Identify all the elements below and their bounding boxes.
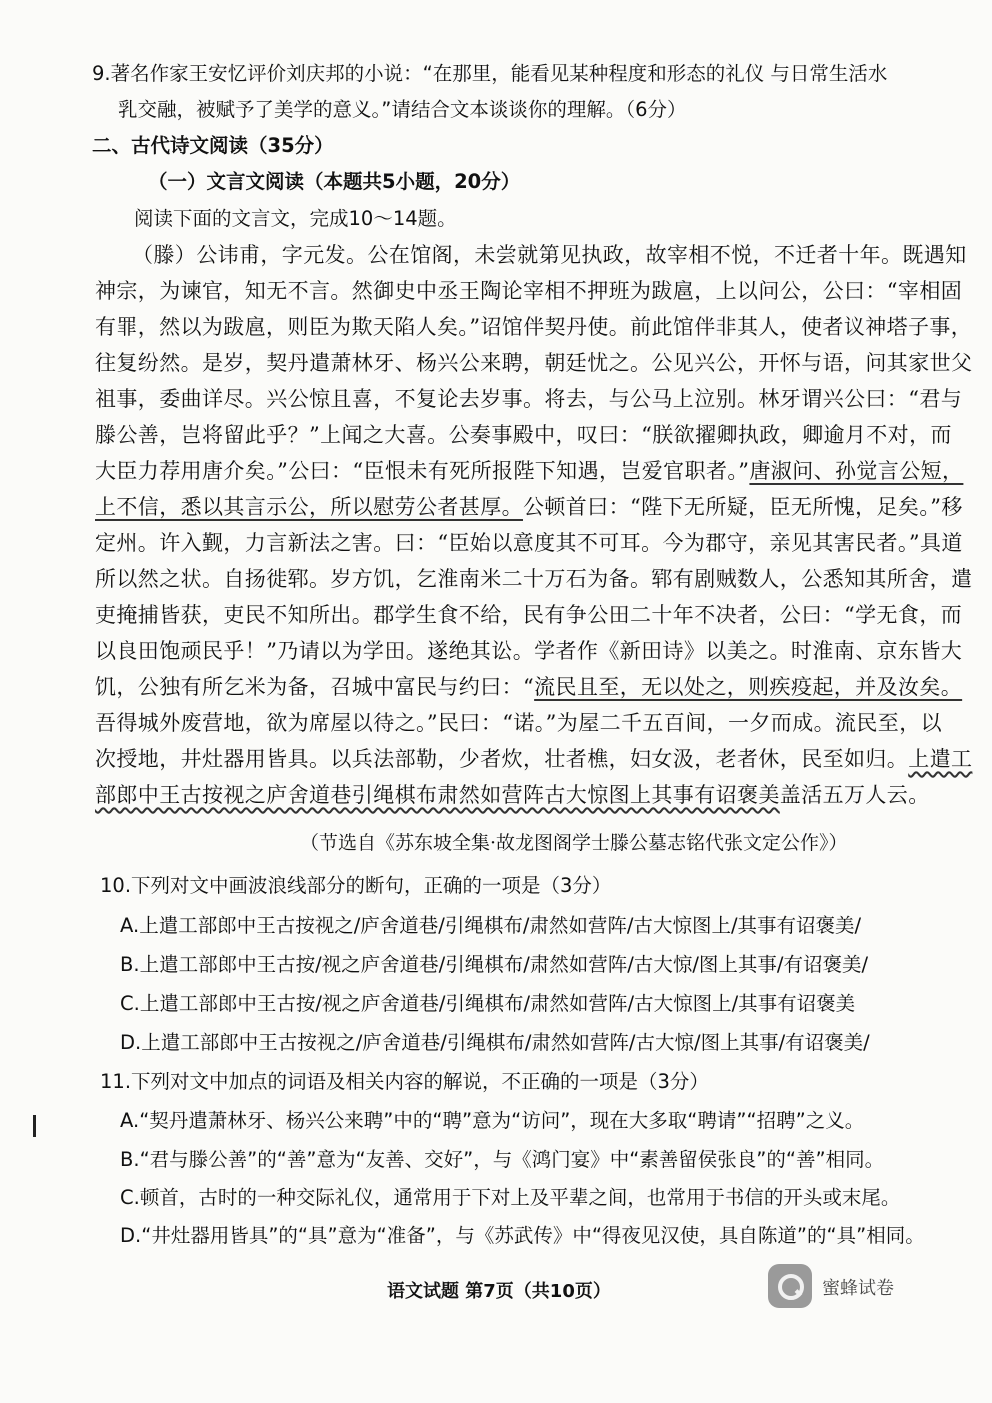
passage-line [95,457,963,485]
q10-stem: 10.下列对文中画波浪线部分的断句，正确的一项是（3分） [100,874,612,897]
wavy-underlined-text: 部郎中王古按视之庐舍道巷引绳棋布肃然如营阵古大惊图上其事有诏褒美 [95,783,780,807]
passage-line: 滕公善，岂将留此乎？”上闻之大喜。公奏事殿中，叹曰：“朕欲擢卿执政，卿逾月不对，而 [95,423,952,447]
bee-logo-icon [768,1264,812,1308]
passage-line [95,745,972,773]
q11-option-b: B.“君与滕公善”的“善”意为“友善、交好”，与《鸿门宴》中“素善留侯张良”的“善”相同。 [120,1148,885,1171]
passage-text: 次授地，井灶器用皆具。以兵法部勒，少者炊，壮者樵，妇女汲，老者休，民至如归。 [95,747,909,771]
watermark-brand [768,1262,918,1314]
q11-option-d: D.“井灶器用皆具”的“具”意为“准备”，与《苏武传》中“得夜见汉使，具自陈道”的“具”相同。 [120,1224,925,1247]
q11-option-a: A.“契丹遣萧林牙、杨兴公来聘”中的“聘”意为“访问”，现在大多取“聘请”“招聘”之义。 [120,1109,865,1132]
underlined-sentence: 流民且至，无以处之，则疾疫起，并及汝矣。 [534,675,963,699]
section-heading: 二、古代诗文阅读（35分） [92,134,334,157]
reading-instruction: 阅读下面的文言文，完成10～14题。 [134,207,457,230]
passage-line: 吾得城外废营地，欲为席屋以待之。”民曰：“诺。”为屋二千五百间，一夕而成。流民至，以 [95,711,943,735]
passage-line [95,673,962,701]
passage-text: 饥，公独有所乞米为备，召城中富民与约曰：“ [95,675,535,699]
underlined-sentence: 上不信，悉以其言示公，所以慰劳公者甚厚。 [95,495,523,519]
wavy-underlined-text: 上遣工 [908,747,973,771]
passage-line: 以良田饱顽民乎！”乃请以为学田。遂绝其讼。学者作《新田诗》以美之。时淮南、京东皆大 [95,639,963,663]
passage-line: 有罪，然以为跋扈，则臣为欺天陷人矣。”诏馆伴契丹使。前此馆伴非其人，使者议神塔子事， [95,315,973,339]
margin-mark [33,1115,36,1137]
passage-line: 定州。许入觐，力言新法之害。曰：“臣始以意度其不可耳。今为郡守，亲见其害民者。”具道 [95,531,963,555]
passage-source: （节选自《苏东坡全集·故龙图阁学士滕公墓志铭代张文定公作》） [300,832,848,854]
passage-text: 盖活五万人云。 [779,783,930,807]
passage-line: 祖事，委曲详尽。兴公惊且喜，不复论去岁事。将去，与公马上泣别。林牙谓兴公曰：“君与 [95,387,963,411]
passage-line: 吏掩捕皆获，吏民不知所出。郡学生食不给，民有争公田二十年不决者，公曰：“学无食，而 [95,603,963,627]
passage-line: （滕）公讳甫，字元发。公在馆阁，未尝就第见执政，故宰相不悦，不迁者十年。既遇知 [132,243,967,267]
underlined-sentence: 唐淑问、孙觉言公短， [749,459,964,483]
q10-option-c: C.上遣工部郎中王古按/视之庐舍道巷/引绳棋布/肃然如营阵/古大惊图上/其事有诏褒美 [120,992,856,1015]
q9-line-1: 9.著名作家王安忆评价刘庆邦的小说：“在那里，能看见某种程度和形态的礼仪 与日常生活水 [92,62,888,85]
q10-option-d: D.上遣工部郎中王古按视之/庐舍道巷/引绳棋布/肃然如营阵/古大惊/图上其事/有诏褒美/ [120,1031,870,1054]
page-footer: 语文试题 第7页（共10页） [387,1281,611,1302]
passage-line: 往复纷然。是岁，契丹遣萧林牙、杨兴公来聘，朝廷忧之。公见兴公，开怀与语，问其家世父 [95,351,973,375]
passage-line: 所以然之状。自扬徙郓。岁方饥，乞淮南米二十万石为备。郓有剧贼数人，公悉知其所舍，遣 [95,567,973,591]
q10-option-b: B.上遣工部郎中王古按/视之庐舍道巷/引绳棋布/肃然如营阵/古大惊/图上其事/有诏褒美/ [120,953,869,976]
q11-stem: 11.下列对文中加点的词语及相关内容的解说，不正确的一项是（3分） [100,1070,709,1093]
sub-heading: （一）文言文阅读（本题共5小题，20分） [148,170,521,193]
watermark-text: 蜜蜂试卷 [822,1278,894,1299]
q9-line-2: 乳交融，被赋予了美学的意义。”请结合文本谈谈你的理解。（6分） [118,98,687,121]
passage-line [95,493,963,521]
passage-line [95,781,930,809]
passage-text: 公顿首曰：“陛下无所疑，臣无所愧，足矣。”移 [523,495,963,519]
q10-option-a: A.上遣工部郎中王古按视之/庐舍道巷/引绳棋布/肃然如营阵/古大惊图上/其事有诏褒美/ [120,914,862,937]
passage-text: 大臣力荐用唐介矣。”公曰：“臣恨未有死所报陛下知遇，岂爱官职者。” [95,459,750,483]
passage-line: 神宗，为谏官，知无不言。然御史中丞王陶论宰相不押班为跋扈，上以问公，公曰：“宰相固 [95,279,963,303]
q11-option-c: C.顿首，古时的一种交际礼仪，通常用于下对上及平辈之间，也常用于书信的开头或末尾。 [120,1186,901,1209]
